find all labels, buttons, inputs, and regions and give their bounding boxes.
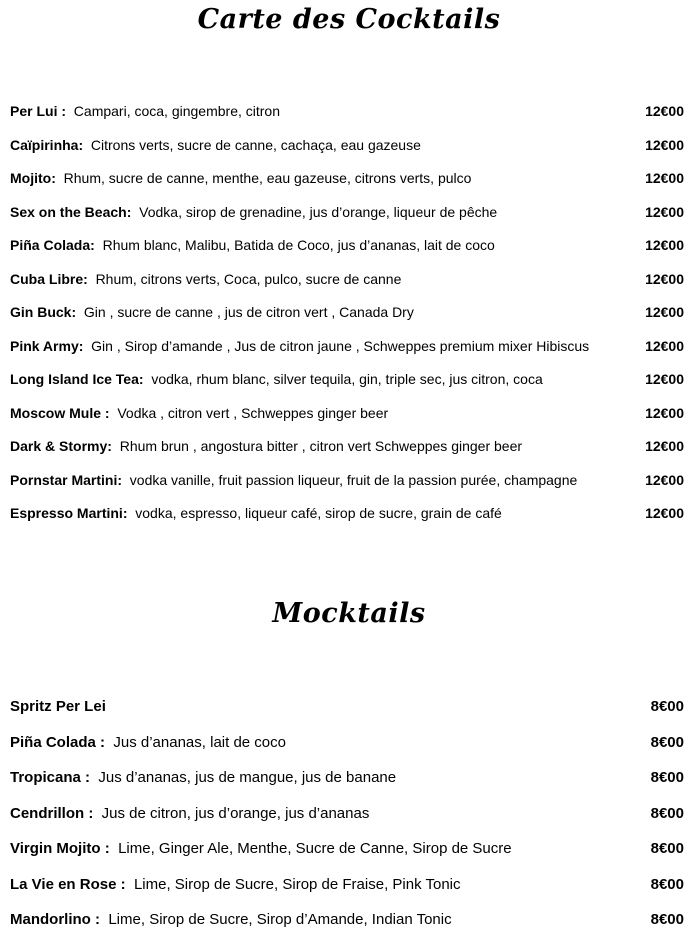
mocktail-list <box>10 694 688 943</box>
drink-name: Tropicana : <box>10 769 91 786</box>
drink-name: Caïpirinha: <box>10 136 84 153</box>
cocktail-item <box>10 402 688 436</box>
cocktail-list <box>10 100 688 536</box>
drink-price: 8€00 <box>650 840 684 857</box>
cocktail-item <box>10 301 688 335</box>
drink-ingredients: Rhum, citrons verts, Coca, pulco, sucre de canne <box>95 270 402 287</box>
cocktail-item <box>10 134 688 168</box>
drink-ingredients: vodka, espresso, liqueur café, sirop de sucre, grain de café <box>135 505 502 521</box>
cocktail-item <box>10 234 688 268</box>
drink-price: 8€00 <box>650 875 684 893</box>
drink-name: Piña Colada : <box>10 733 106 751</box>
drink-name: La Vie en Rose : <box>10 875 126 893</box>
cocktail-item <box>10 502 688 536</box>
mocktail-item <box>10 694 688 730</box>
mocktail-item <box>10 872 688 908</box>
drink-name: Long Island Ice Tea: <box>10 371 144 387</box>
drink-price: 12€00 <box>645 404 684 421</box>
drink-name: Espresso Martini: <box>10 505 128 521</box>
drink-price: 8€00 <box>650 804 684 822</box>
cocktail-item <box>10 100 688 134</box>
drink-ingredients: Lime, Sirop de Sucre, Sirop de Fraise, Pink Tonic <box>133 875 461 893</box>
drink-name: Cendrillon : <box>10 804 94 822</box>
drink-name: Mandorlino : <box>10 911 100 928</box>
drink-name: Dark & Stormy: <box>10 438 112 454</box>
drink-ingredients: Lime, Sirop de Sucre, Sirop d’Amande, Indian Tonic <box>108 911 452 928</box>
drink-ingredients: Vodka, sirop de grenadine, jus d’orange, liqueur de pêche <box>139 203 498 220</box>
drink-ingredients: Rhum, sucre de canne, menthe, eau gazeuse, citrons verts, pulco <box>63 170 472 186</box>
mocktail-item <box>10 730 688 766</box>
cocktail-item <box>10 201 688 235</box>
drink-price: 12€00 <box>645 471 684 488</box>
drink-price: 12€00 <box>645 438 684 454</box>
drink-price: 8€00 <box>650 698 684 715</box>
cocktail-item <box>10 469 688 503</box>
cocktail-item <box>10 268 688 302</box>
drink-price: 8€00 <box>650 911 684 928</box>
drink-name: Gin Buck: <box>10 304 77 320</box>
drink-ingredients: Rhum brun , angostura bitter , citron vert Schweppes ginger beer <box>119 438 523 454</box>
drink-name: Pink Army: <box>10 337 84 354</box>
cocktail-item <box>10 167 688 201</box>
drink-ingredients: vodka vanille, fruit passion liqueur, fruit de la passion purée, champagne <box>129 471 578 488</box>
drink-price: 12€00 <box>645 203 684 220</box>
drink-price: 12€00 <box>645 371 684 387</box>
drink-price: 12€00 <box>645 270 684 287</box>
drink-price: 12€00 <box>645 136 684 153</box>
drink-name: Per Lui : <box>10 103 67 119</box>
drink-price: 12€00 <box>645 103 684 119</box>
drink-name: Virgin Mojito : <box>10 840 110 857</box>
drink-ingredients: Jus d’ananas, lait de coco <box>113 733 286 751</box>
drink-price: 12€00 <box>645 337 684 354</box>
drink-price: 12€00 <box>645 304 684 320</box>
mocktail-item <box>10 765 688 801</box>
drink-name: Sex on the Beach: <box>10 203 132 220</box>
drink-ingredients: Jus d’ananas, jus de mangue, jus de banane <box>98 769 397 786</box>
drink-price: 12€00 <box>645 170 684 186</box>
drink-name: Spritz Per Lei <box>10 698 106 715</box>
drink-ingredients: Gin , Sirop d’amande , Jus de citron jaune , Schweppes premium mixer Hibiscus <box>91 337 590 354</box>
cocktail-item <box>10 368 688 402</box>
drink-name: Mojito: <box>10 170 56 186</box>
mocktail-item <box>10 836 688 872</box>
mocktail-item <box>10 907 688 943</box>
drink-name: Piña Colada: <box>10 237 95 253</box>
drink-name: Pornstar Martini: <box>10 471 123 488</box>
cocktails-title: Carte des Cocktails <box>197 4 501 35</box>
drink-name: Cuba Libre: <box>10 270 88 287</box>
drink-ingredients: Campari, coca, gingembre, citron <box>73 103 280 119</box>
drink-ingredients: Rhum blanc, Malibu, Batida de Coco, jus d’ananas, lait de coco <box>102 237 495 253</box>
drink-ingredients: Citrons verts, sucre de canne, cachaça, eau gazeuse <box>90 136 421 153</box>
drink-price: 8€00 <box>650 733 684 751</box>
drink-price: 12€00 <box>645 237 684 253</box>
mocktails-title: Mocktails <box>272 598 426 629</box>
drink-ingredients: vodka, rhum blanc, silver tequila, gin, triple sec, jus citron, coca <box>151 371 543 387</box>
drink-name: Moscow Mule : <box>10 404 110 421</box>
cocktail-item <box>10 335 688 369</box>
drink-ingredients: Vodka , citron vert , Schweppes ginger beer <box>117 404 389 421</box>
drink-price: 8€00 <box>650 769 684 786</box>
cocktail-item <box>10 435 688 469</box>
drink-ingredients: Gin , sucre de canne , jus de citron vert , Canada Dry <box>83 304 414 320</box>
drink-price: 12€00 <box>645 505 684 521</box>
drink-ingredients: Lime, Ginger Ale, Menthe, Sucre de Canne, Sirop de Sucre <box>118 840 512 857</box>
drink-ingredients: Jus de citron, jus d’orange, jus d’ananas <box>101 804 370 822</box>
mocktail-item <box>10 801 688 837</box>
